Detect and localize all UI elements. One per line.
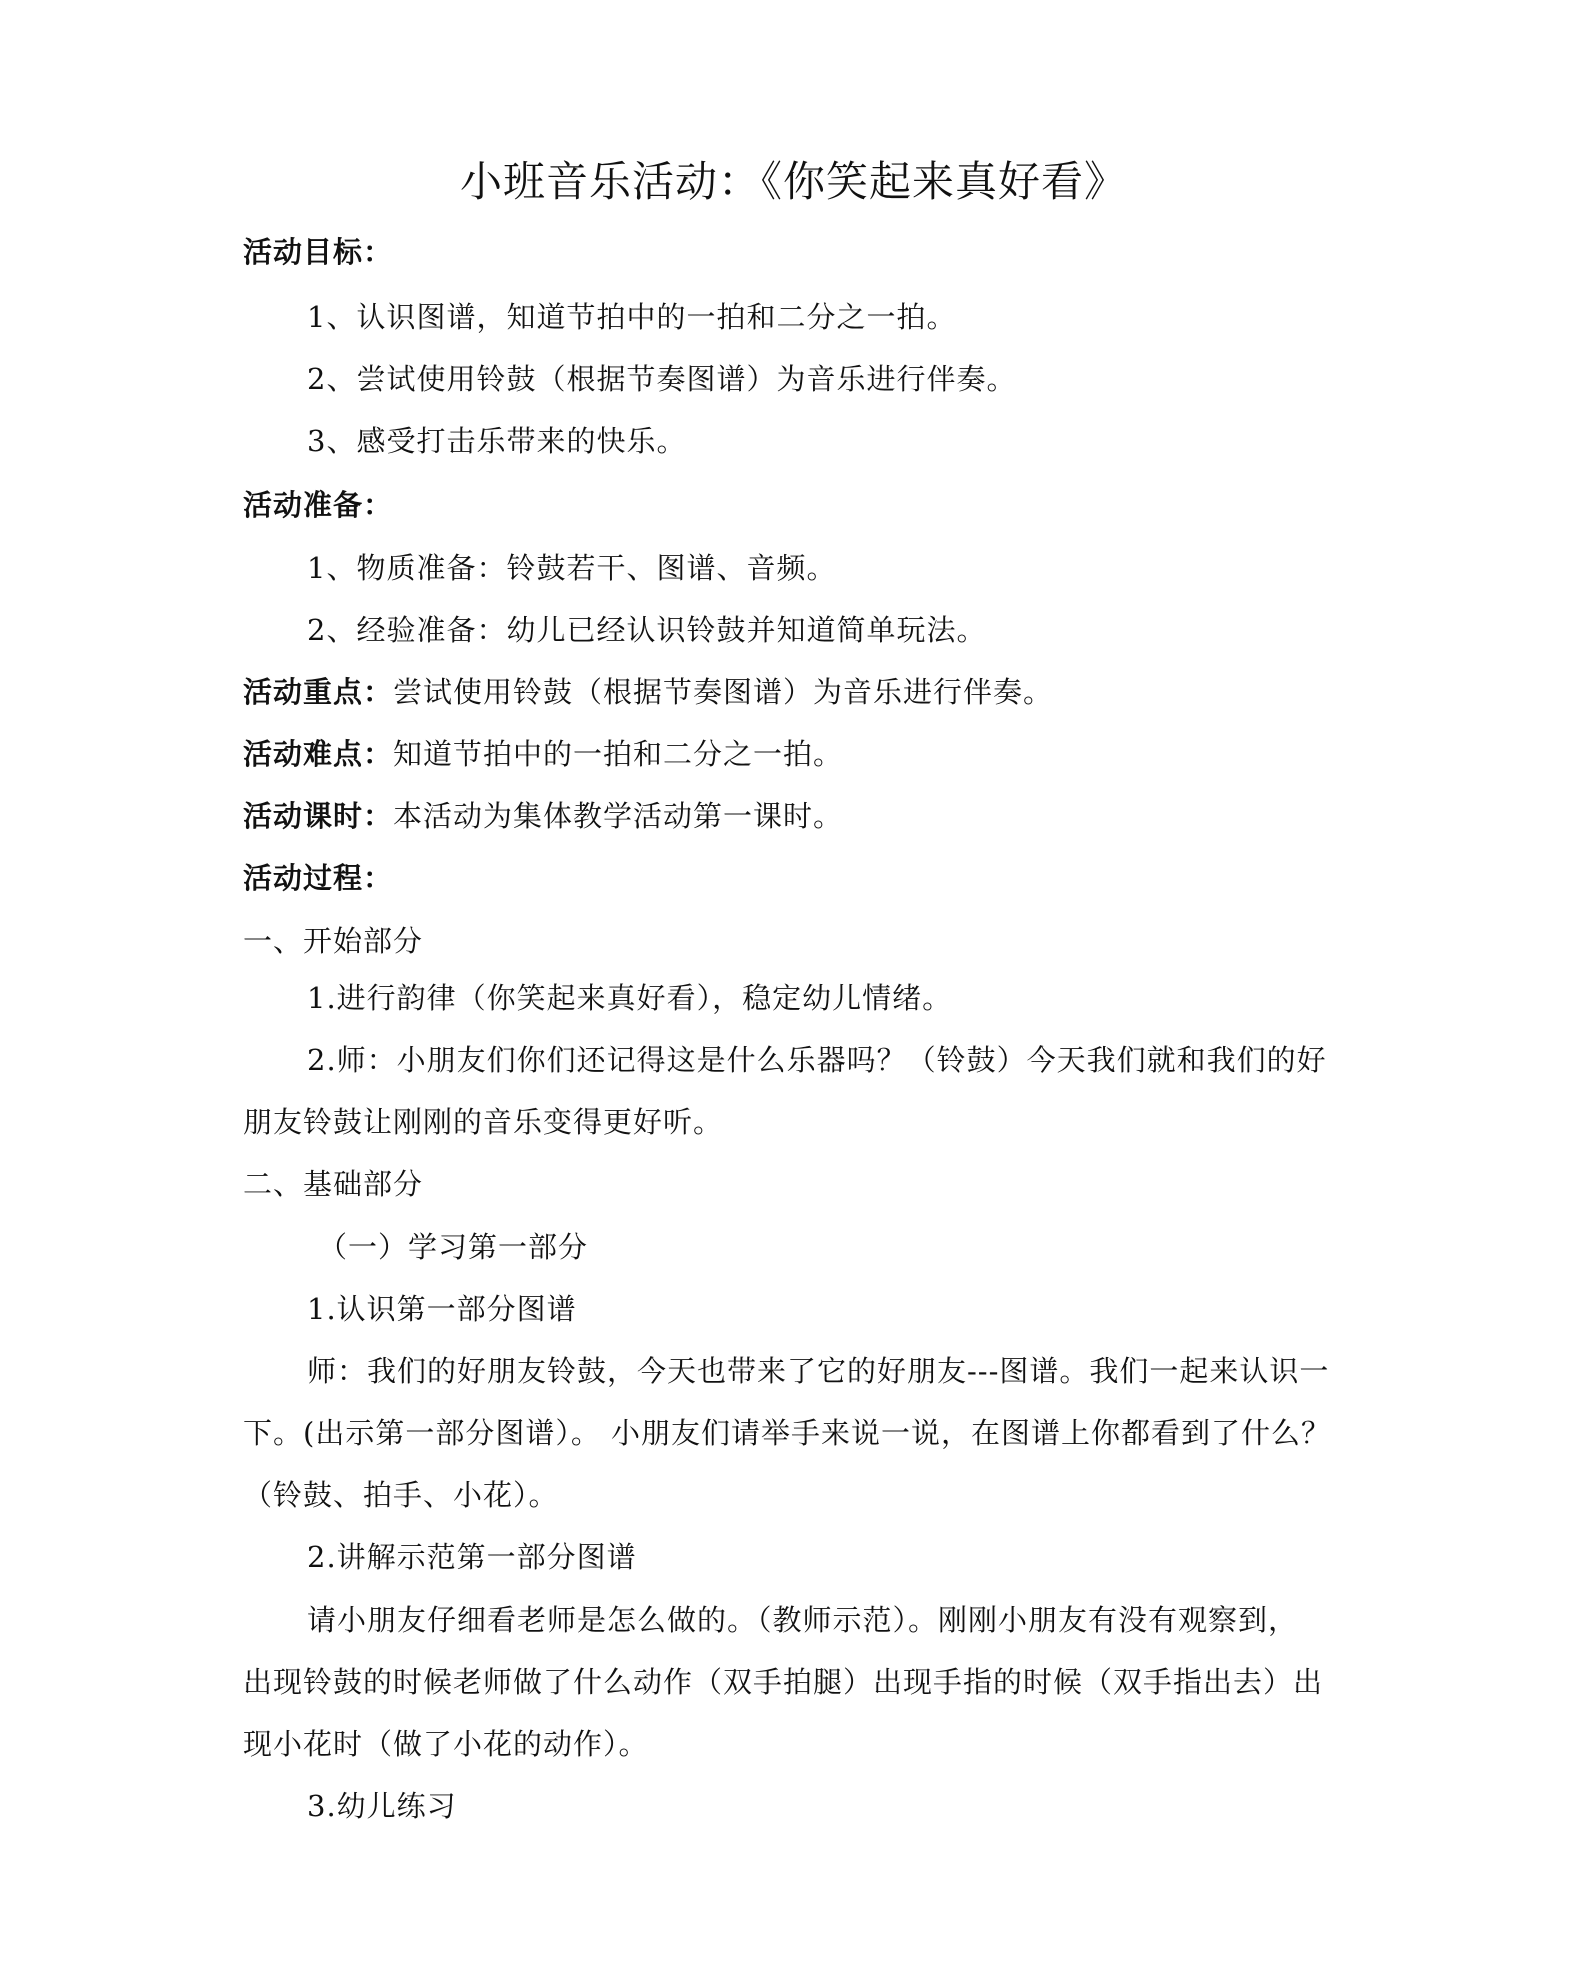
key-point-text: 尝试使用铃鼓（根据节奏图谱）为音乐进行伴奏。 <box>393 675 1054 709</box>
part2-line: 出现铃鼓的时候老师做了什么动作（双手拍腿）出现手指的时候（双手指出去）出 <box>243 1665 1324 1699</box>
goals-heading: 活动目标： <box>243 235 394 269</box>
part1-line: 1.进行韵律（你笑起来真好看），稳定幼儿情绪。 <box>307 981 953 1015</box>
difficulty-label: 活动难点： <box>243 737 394 771</box>
part2-line: 请小朋友仔细看老师是怎么做的。（教师示范）。刚刚小朋友有没有观察到， <box>307 1603 1299 1637</box>
difficulty-line <box>243 734 843 774</box>
goal-item: 1、认识图谱，知道节拍中的一拍和二分之一拍。 <box>307 300 957 334</box>
goal-item: 3、感受打击乐带来的快乐。 <box>307 424 687 458</box>
document-title: 小班音乐活动：《你笑起来真好看》 <box>459 157 1127 206</box>
part2-heading: 二、基础部分 <box>243 1167 424 1201</box>
period-line <box>243 796 843 836</box>
part2-subheading: （一）学习第一部分 <box>318 1230 589 1264</box>
period-text: 本活动为集体教学活动第一课时。 <box>393 799 844 833</box>
preparation-item: 2、经验准备：幼儿已经认识铃鼓并知道简单玩法。 <box>307 613 987 647</box>
part1-heading: 一、开始部分 <box>243 924 424 958</box>
difficulty-text: 知道节拍中的一拍和二分之一拍。 <box>393 737 844 771</box>
part2-line: 1.认识第一部分图谱 <box>307 1292 577 1326</box>
part2-line: 现小花时（做了小花的动作）。 <box>243 1727 649 1761</box>
part2-line: 2.讲解示范第一部分图谱 <box>307 1540 637 1574</box>
part1-line: 朋友铃鼓让刚刚的音乐变得更好听。 <box>243 1105 724 1139</box>
part2-line: （铃鼓、拍手、小花）。 <box>243 1478 559 1512</box>
part2-line: 师：我们的好朋友铃鼓，今天也带来了它的好朋友---图谱。我们一起来认识一 <box>307 1354 1330 1388</box>
preparation-item: 1、物质准备：铃鼓若干、图谱、音频。 <box>307 551 837 585</box>
preparation-heading: 活动准备： <box>243 488 394 522</box>
period-label: 活动课时： <box>243 799 394 833</box>
part1-line: 2.师：小朋友们你们还记得这是什么乐器吗？（铃鼓）今天我们就和我们的好 <box>307 1043 1327 1077</box>
process-heading: 活动过程： <box>243 861 394 895</box>
key-point-label: 活动重点： <box>243 675 394 709</box>
part2-line: 3.幼儿练习 <box>307 1789 457 1823</box>
part2-line: 下。(出示第一部分图谱）。 小朋友们请举手来说一说，在图谱上你都看到了什么？ <box>243 1416 1332 1450</box>
goal-item: 2、尝试使用铃鼓（根据节奏图谱）为音乐进行伴奏。 <box>307 362 1017 396</box>
key-point-line <box>243 672 1053 712</box>
